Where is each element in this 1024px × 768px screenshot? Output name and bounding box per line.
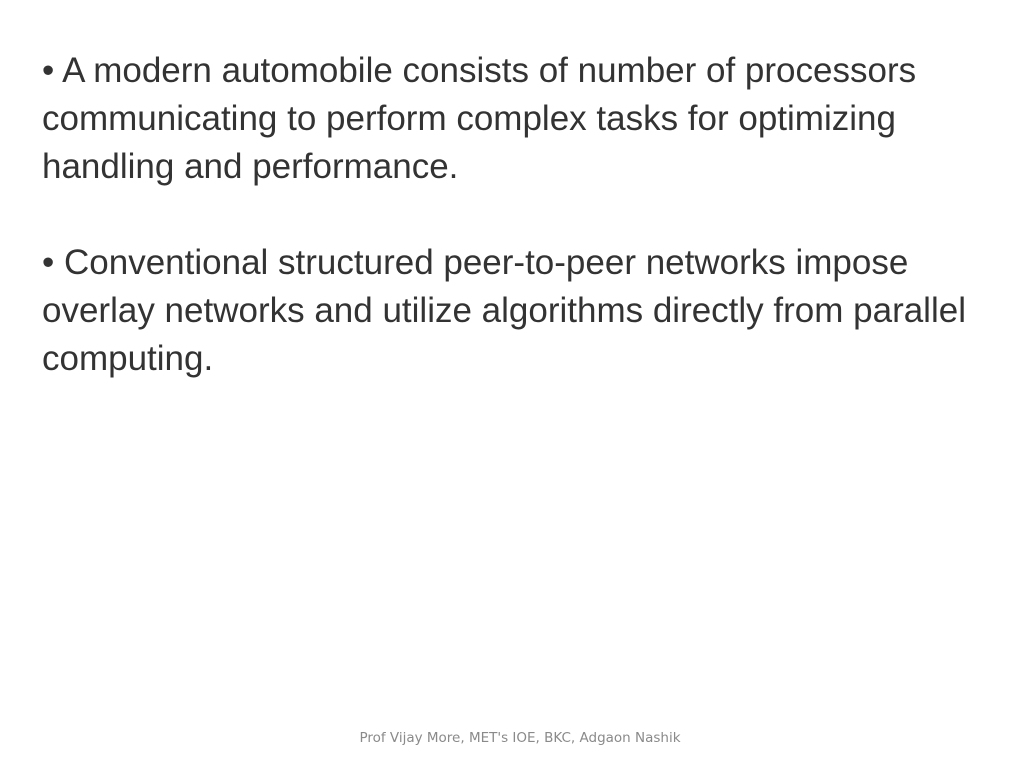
slide-footer: Prof Vijay More, MET's IOE, BKC, Adgaon Nashik bbox=[359, 730, 681, 746]
bullet-item-1 bbox=[42, 47, 992, 191]
bullet-text: Conventional structured peer-to-peer networks impose overlay networks and utilize algorithms directly from parallel computing. bbox=[42, 243, 966, 378]
bullet-text: A modern automobile consists of number of processors communicating to perform complex tasks for optimizing handling and performance. bbox=[42, 51, 917, 186]
bullet-marker: • bbox=[42, 243, 55, 282]
bullet-marker: • bbox=[42, 51, 55, 90]
bullet-item-2 bbox=[42, 239, 992, 383]
slide-body bbox=[42, 47, 992, 383]
